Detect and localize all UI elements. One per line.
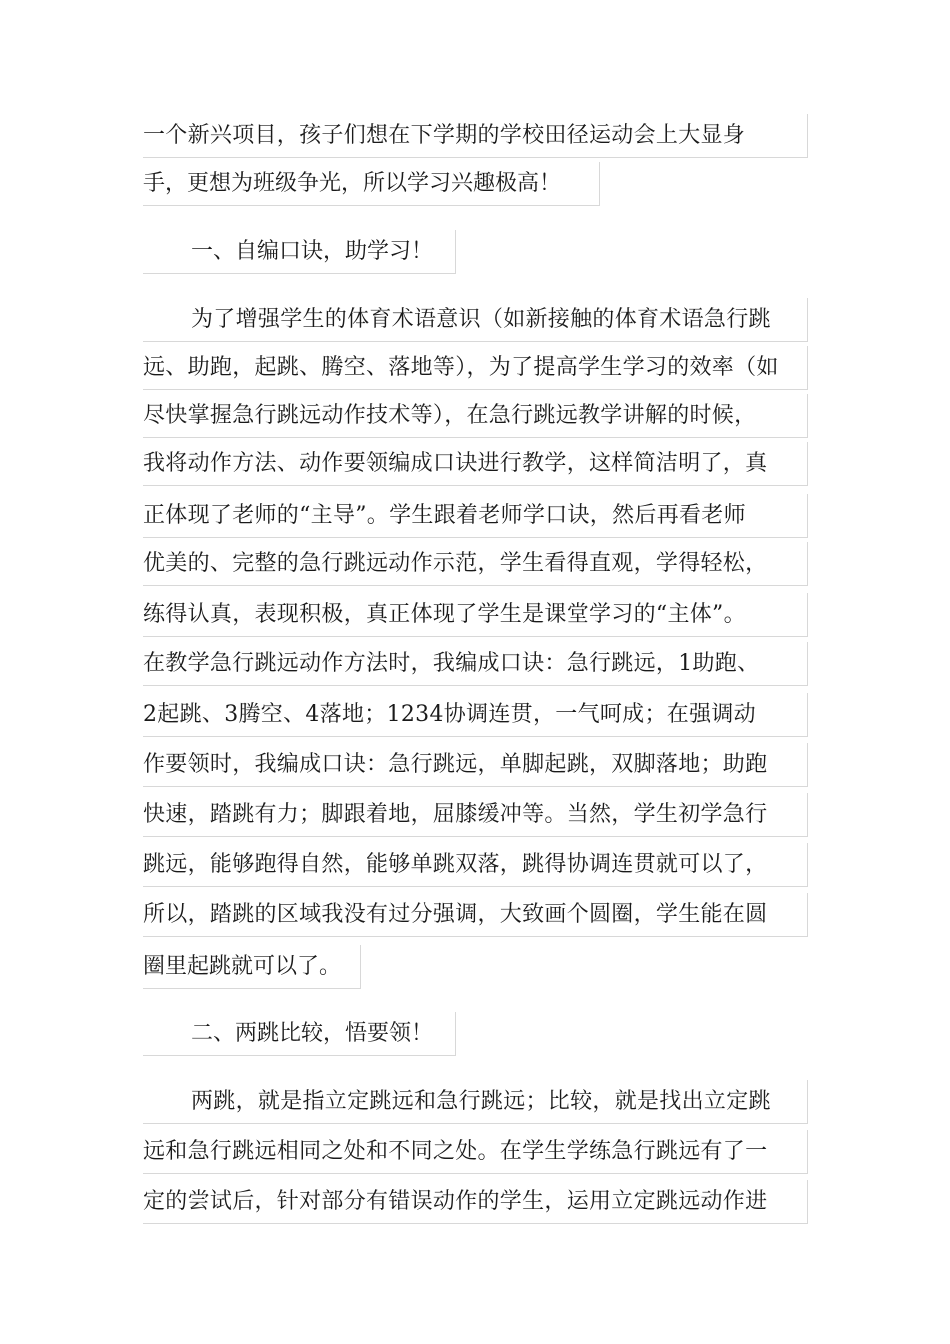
section-heading-1: 一、自编口诀，助学习！: [143, 230, 456, 274]
paragraph-line: 为了增强学生的体育术语意识（如新接触的体育术语急行跳: [143, 298, 808, 342]
paragraph-line: 作要领时，我编成口诀：急行跳远，单脚起跳，双脚落地；助跑: [143, 743, 808, 787]
paragraph-line: 练得认真，表现积极，真正体现了学生是课堂学习的“主体”。: [143, 593, 808, 637]
paragraph-line: 快速，踏跳有力；脚跟着地，屈膝缓冲等。当然，学生初学急行: [143, 793, 808, 837]
paragraph-line: 我将动作方法、动作要领编成口诀进行教学，这样简洁明了，真: [143, 442, 808, 486]
paragraph-line: 优美的、完整的急行跳远动作示范，学生看得直观，学得轻松，: [143, 542, 808, 586]
section-heading-2: 二、两跳比较，悟要领！: [143, 1012, 456, 1056]
paragraph-line: 正体现了老师的“主导”。学生跟着老师学口诀，然后再看老师: [143, 494, 808, 538]
paragraph-line: 定的尝试后，针对部分有错误动作的学生，运用立定跳远动作进: [143, 1180, 808, 1224]
paragraph-line: 手，更想为班级争光，所以学习兴趣极高！: [143, 162, 600, 206]
paragraph-line: 2起跳、3腾空、4落地；1234协调连贯，一气呵成；在强调动: [143, 693, 808, 737]
paragraph-line: 所以，踏跳的区域我没有过分强调，大致画个圆圈，学生能在圆: [143, 893, 808, 937]
paragraph-line: 两跳，就是指立定跳远和急行跳远；比较，就是找出立定跳: [143, 1080, 808, 1124]
paragraph-line: 圈里起跳就可以了。: [143, 945, 361, 989]
paragraph-line: 跳远，能够跑得自然，能够单跳双落，跳得协调连贯就可以了，: [143, 843, 808, 887]
paragraph-line: 在教学急行跳远动作方法时，我编成口诀：急行跳远，1助跑、: [143, 642, 808, 686]
paragraph-line: 远和急行跳远相同之处和不同之处。在学生学练急行跳远有了一: [143, 1130, 808, 1174]
paragraph-line: 尽快掌握急行跳远动作技术等），在急行跳远教学讲解的时候，: [143, 394, 808, 438]
paragraph-line: 远、助跑，起跳、腾空、落地等），为了提高学生学习的效率（如: [143, 346, 808, 390]
paragraph-line: 一个新兴项目，孩子们想在下学期的学校田径运动会上大显身: [143, 114, 808, 158]
